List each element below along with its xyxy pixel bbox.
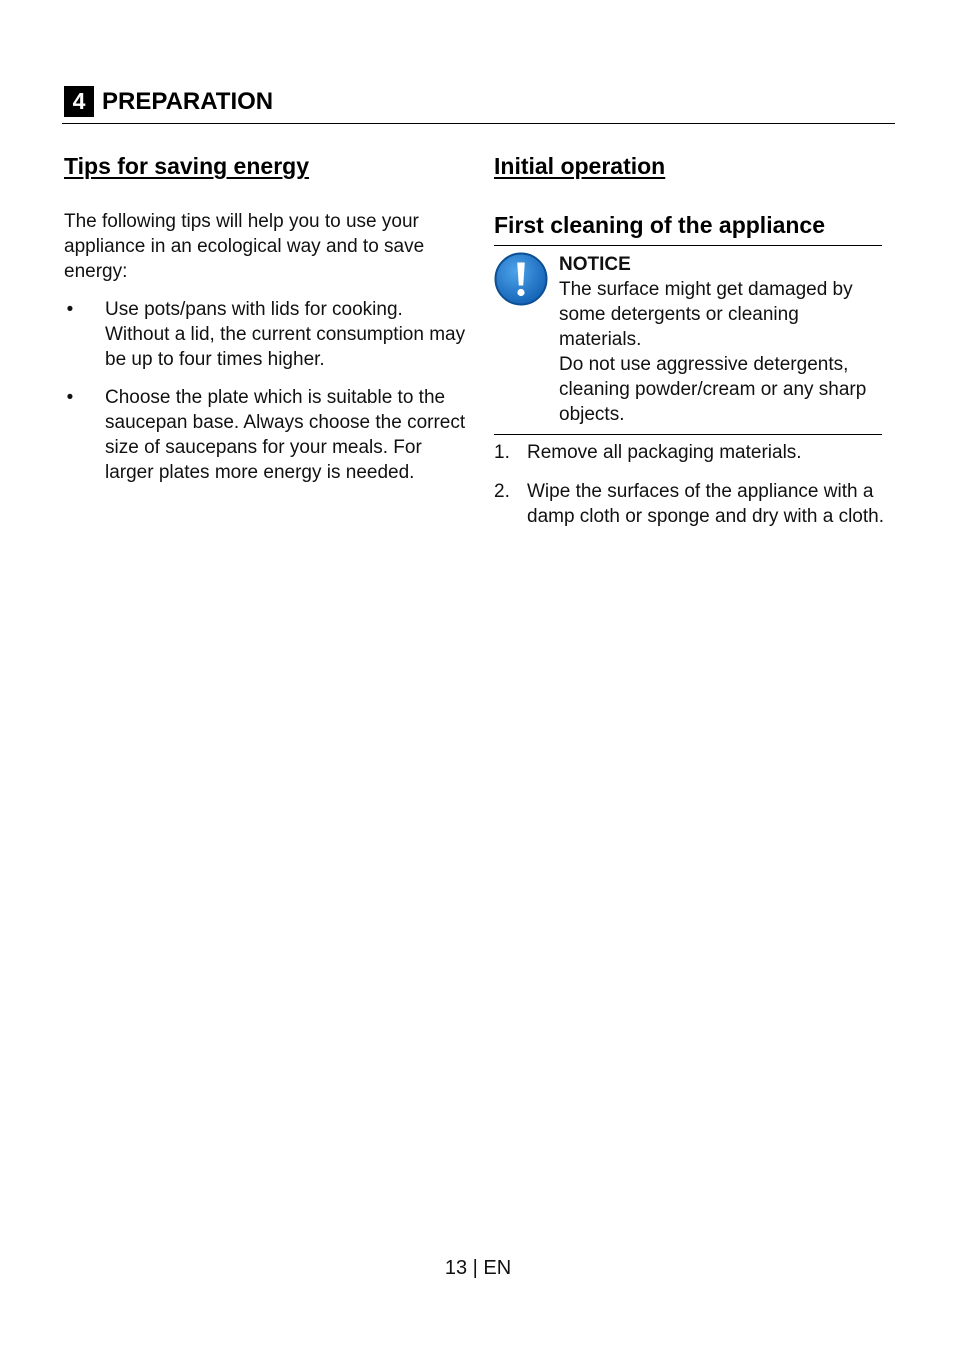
list-item bbox=[64, 385, 468, 485]
step-text: Remove all packaging materials. bbox=[527, 442, 802, 463]
list-item-text: Use pots/pans with lids for cooking. Without a lid, the current consumption may be up to four times higher. bbox=[105, 299, 466, 370]
step-number: 2. bbox=[494, 481, 510, 502]
notice-text-2: Do not use aggressive detergents, cleaning powder/cream or any sharp objects. bbox=[559, 354, 867, 425]
tips-list bbox=[64, 297, 468, 485]
tips-heading: Tips for saving energy bbox=[64, 153, 309, 179]
section-header bbox=[62, 85, 895, 124]
first-cleaning-heading: First cleaning of the appliance bbox=[494, 209, 882, 246]
section-title: PREPARATION bbox=[102, 88, 274, 115]
exclamation-icon bbox=[494, 252, 548, 306]
tips-intro: The following tips will help you to use your appliance in an ecological way and to save energy: bbox=[64, 211, 425, 282]
list-item bbox=[494, 440, 889, 465]
bullet-icon: • bbox=[66, 387, 74, 408]
page-footer bbox=[0, 1255, 954, 1281]
step-text: Wipe the surfaces of the appliance with a damp cloth or sponge and dry with a cloth. bbox=[527, 481, 884, 527]
list-item bbox=[494, 479, 889, 529]
section-number-badge: 4 bbox=[64, 86, 94, 117]
notice-text-1: The surface might get damaged by some detergents or cleaning materials. bbox=[559, 279, 853, 350]
notice-body bbox=[559, 252, 882, 427]
initial-operation-heading: Initial operation bbox=[494, 153, 666, 179]
left-column bbox=[64, 150, 468, 498]
bullet-icon: • bbox=[66, 299, 74, 320]
notice-box bbox=[494, 246, 882, 435]
list-item bbox=[64, 297, 468, 372]
notice-title: NOTICE bbox=[559, 254, 631, 275]
cleaning-steps bbox=[494, 440, 889, 529]
page-number: 13 | EN bbox=[444, 1257, 512, 1279]
right-column bbox=[494, 150, 889, 543]
list-item-text: Choose the plate which is suitable to the saucepan base. Always choose the correct size of saucepans for your meals. For larger plates more energy is needed. bbox=[105, 387, 466, 483]
step-number: 1. bbox=[494, 442, 510, 463]
